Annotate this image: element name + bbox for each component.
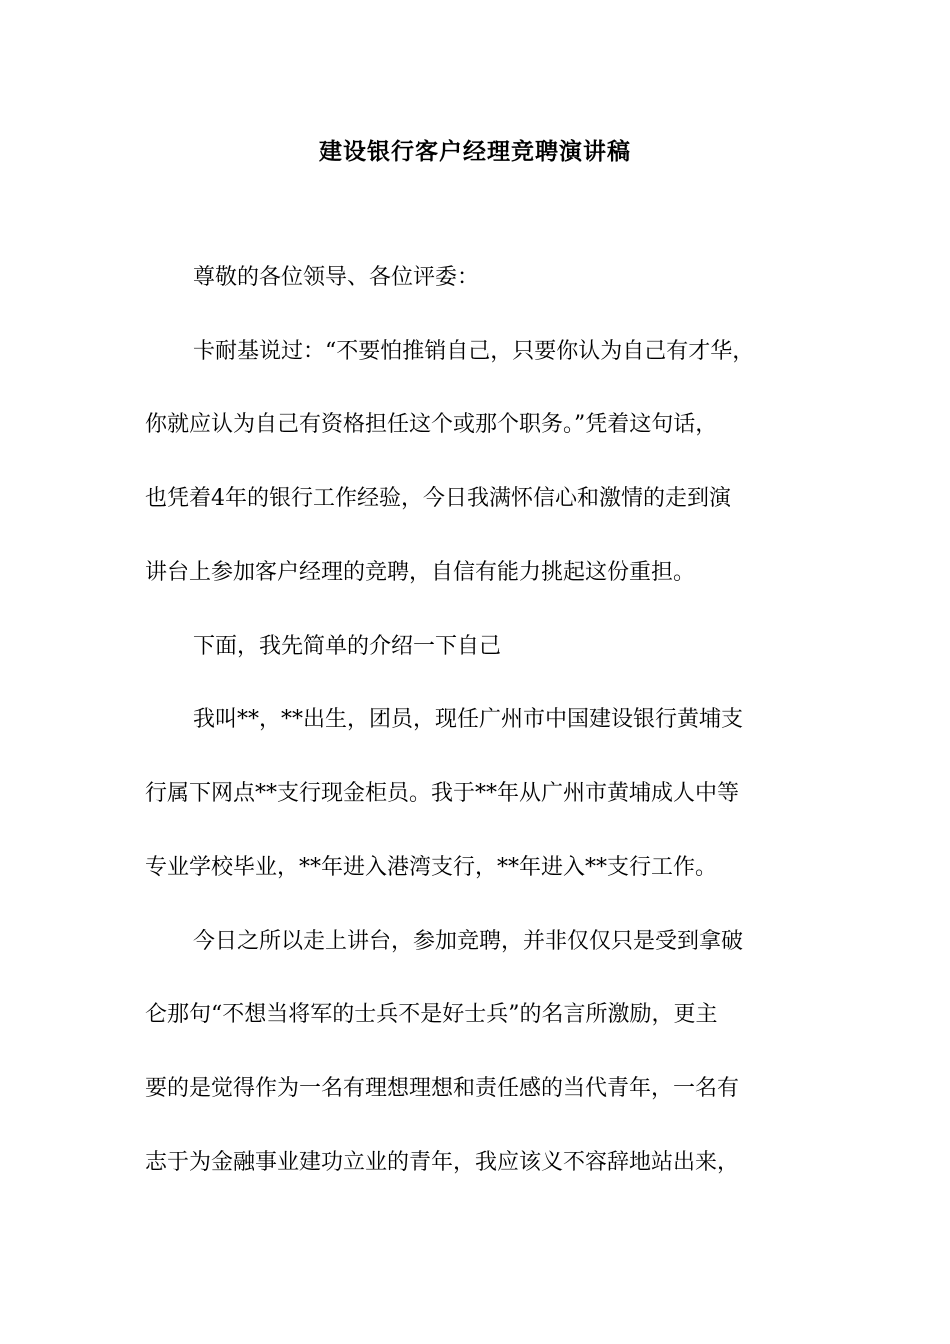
paragraph-line: 你就应认为自己有资格担任这个或那个职务。”凭着这句话， [145, 412, 718, 437]
paragraph-line: 仑那句“不想当将军的士兵不是好士兵”的名言所激励，更主 [145, 1002, 718, 1027]
paragraph-line: 要的是觉得作为一名有理想理想和责任感的当代青年，一名有 [145, 1076, 740, 1101]
paragraph-line: 我叫**，**出生，团员，现任广州市中国建设银行黄埔支 [193, 707, 744, 732]
document-title: 建设银行客户经理竞聘演讲稿 [319, 139, 631, 165]
paragraph-line: 志于为金融事业建功立业的青年，我应该义不容辞地站出来， [145, 1150, 740, 1175]
paragraph-line: 下面，我先简单的介绍一下自己 [193, 634, 502, 659]
paragraph-line: 行属下网点**支行现金柜员。我于**年从广州市黄埔成人中等 [145, 781, 740, 806]
paragraph-line: 卡耐基说过：“不要怕推销自己，只要你认为自己有才华， [193, 339, 755, 364]
paragraph-line: 也凭着4年的银行工作经验，今日我满怀信心和激情的走到演 [145, 486, 731, 511]
paragraph-line: 专业学校毕业，**年进入港湾支行，**年进入**支行工作。 [145, 855, 718, 880]
salutation-line: 尊敬的各位领导、各位评委： [193, 265, 480, 290]
paragraph-line: 今日之所以走上讲台，参加竞聘，并非仅仅只是受到拿破 [193, 929, 744, 954]
paragraph-line: 讲台上参加客户经理的竞聘，自信有能力挑起这份重担。 [145, 560, 696, 585]
